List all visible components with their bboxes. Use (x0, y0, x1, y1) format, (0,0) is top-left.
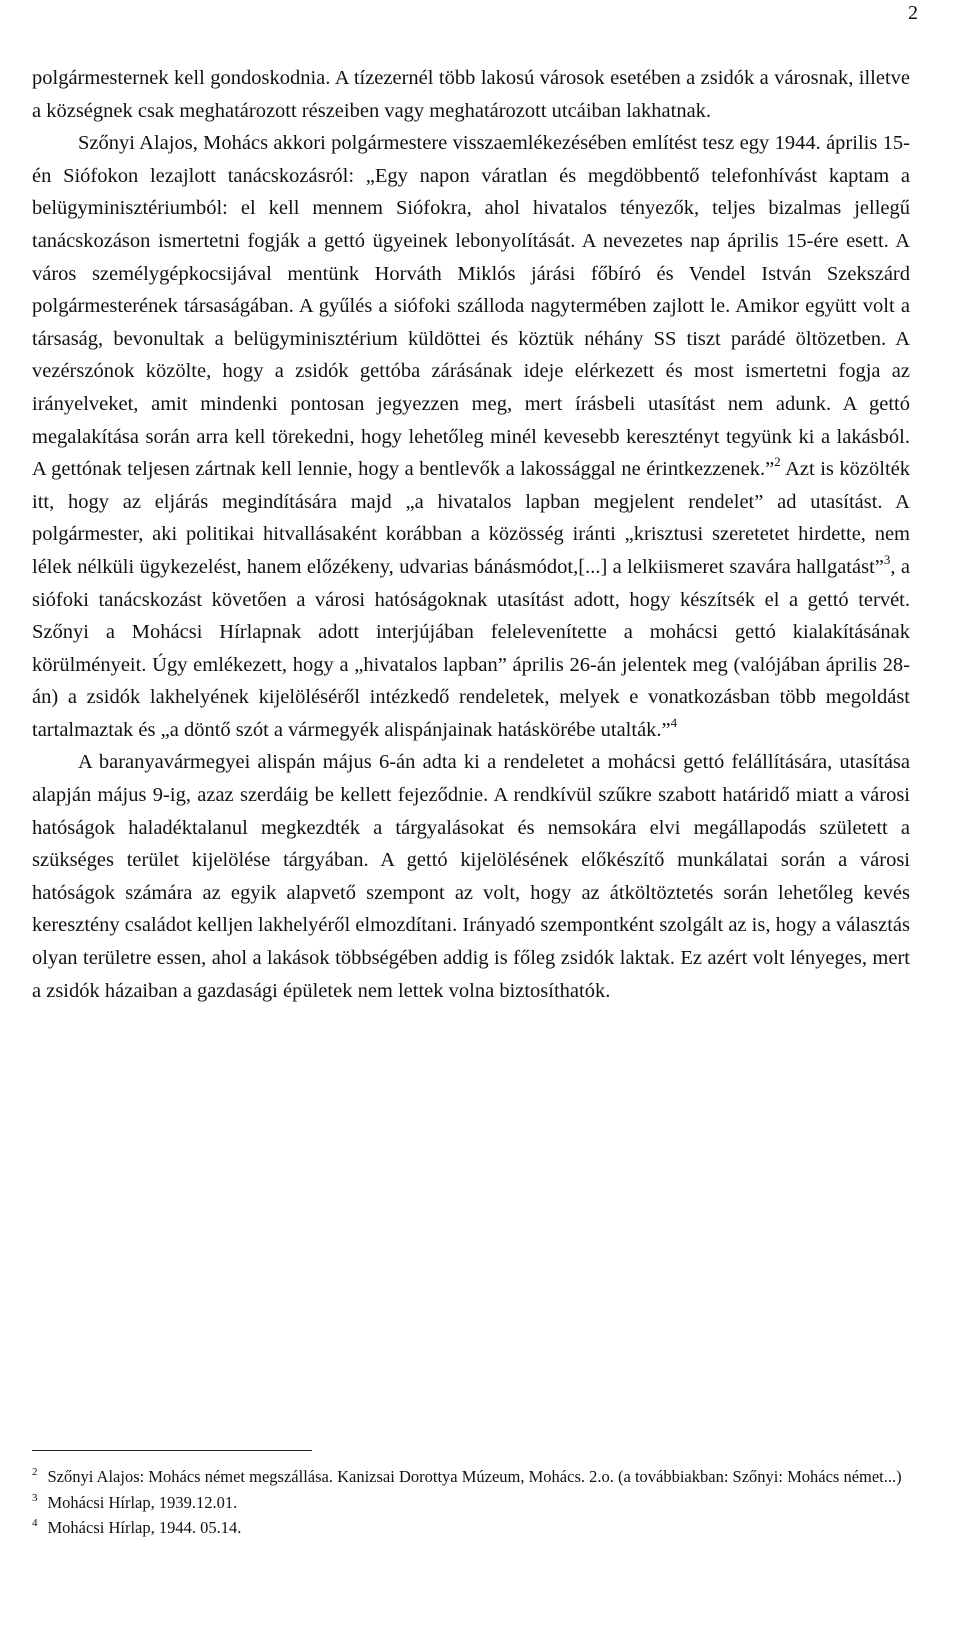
footnote-text: Szőnyi Alajos: Mohács német megszállása. Kanizsai Dorottya Múzeum, Mohács. 2.o. (a továbbiakban: Szőnyi: Mohács német...) (47, 1467, 902, 1486)
paragraph (32, 62, 910, 127)
footnote-number: 3 (32, 1491, 38, 1504)
footnotes (32, 1464, 910, 1541)
page-number: 2 (908, 2, 918, 24)
footnote-text: Mohácsi Hírlap, 1944. 05.14. (47, 1518, 242, 1537)
footnote-text: Mohácsi Hírlap, 1939.12.01. (47, 1492, 238, 1512)
footnote-separator (32, 1450, 312, 1451)
paragraph-text: , a siófoki tanácskozást követően a városi hatóságoknak utasítást adott, hogy készítsék el a gettó tervét. Szőnyi a Mohácsi Hírlapnak adott interjújában felelevenítette a mohácsi gettó kialakításának körülményeit. Úgy emlékezett, hogy a „hivatalos lapban” április 26-án jelentek meg (valójában április 28-án) a zsidók lakhelyének kijelöléséről intézkedő rendeletek, melyek e vonatkozásban több megoldást tartalmaztak és „a döntő szót a vármegyék alispánjainak hatáskörébe utalták.” (32, 555, 910, 741)
body-text (32, 62, 910, 1007)
footnote (32, 1515, 910, 1541)
paragraph (32, 127, 910, 746)
footnote-reference: 4 (670, 714, 678, 730)
paragraph-text: polgármesternek kell gondoskodnia. A tízezernél több lakosú városok esetében a zsidók a városnak, illetve a községnek csak meghatározott részeiben vagy meghatározott utcáiban lakhatnak. (32, 67, 910, 122)
footnote-reference: 2 (774, 454, 781, 470)
footnote (32, 1490, 910, 1516)
paragraph-text: Szőnyi Alajos, Mohács akkori polgármestere visszaemlékezésében említést tesz egy 1944. április 15-én Siófokon lezajlott tanácskozásról: „Egy napon váratlan és megdöbbentő telefonhívást kaptam a belügyminisztériumból: el kell mennem Siófokra, ahol hivatalos tényezők, teljes bizalmas jellegű tanácskozáson ismertetni fogják a gettó ügyeinek lebonyolítását. A nevezetes nap április 15-ére esett. A város személygépkocsijával mentünk Horváth Miklós járási főbíró és Vendel István Szekszárd polgármesterének társaságában. A gyűlés a siófoki szálloda nagytermében zajlott le. Amikor együtt volt a társaság, bevonultak a belügyminisztérium küldöttei és köztük néhány SS tiszt parádé öltözetben. A vezérszónok közölte, hogy a zsidók gettóba zárásának ideje elérkezett és most ismertetni fogja az irányelveket, amit mindenki pontosan jegyezzen meg, mert írásbeli utasítást nem adunk. A gettó megalakítása során arra kell törekedni, hogy lehetőleg minél kevesebb keresztényt tegyünk ki a lakásból. A gettónak teljesen zártnak kell lennie, hogy a bentlevők a lakossággal ne érintkezzenek.” (32, 132, 910, 481)
footnote-reference: 3 (883, 551, 891, 567)
paragraph (32, 746, 910, 1007)
footnote-number: 2 (32, 1466, 38, 1478)
paragraph-text: Azt is közölték itt, hogy az eljárás megindítására majd „a hivatalos lapban megjelent rendelet” ad utasítást. A polgármester, aki politikai hitvallásaként korábban a közösség iránti „krisztusi szeretetet hirdette, nem lélek nélküli ügykezelést, hanem előzékeny, udvarias bánásmódot,[...] a lelkiismeret szavára hallgatást” (32, 458, 910, 578)
footnote-number: 4 (32, 1517, 38, 1529)
paragraph-text: A baranyavármegyei alispán május 6-án adta ki a rendeletet a mohácsi gettó felállítására, utasítása alapján május 9-ig, azaz szerdáig be kellett fejeződnie. A rendkívül szűkre szabott határidő miatt a városi hatóságok haladéktalanul megkezdték a tárgyalásokat és nemsokára elvi megállapodás született a szükséges terület kijelölése tárgyában. A gettó kijelölésének előkészítő munkálatai során a városi hatóságok számára az egyik alapvető szempont az volt, hogy az átköltöztetés során lehetőleg kevés keresztény családot kelljen lakhelyéről elmozdítani. Irányadó szempontként szolgált az is, hogy a választás olyan területre essen, ahol a lakások többségében addig is főleg zsidók laktak. Ez azért volt lényeges, mert a zsidók házaiban a gazdasági épületek nem lettek volna biztosíthatók. (32, 751, 910, 1002)
footnote (32, 1464, 910, 1490)
